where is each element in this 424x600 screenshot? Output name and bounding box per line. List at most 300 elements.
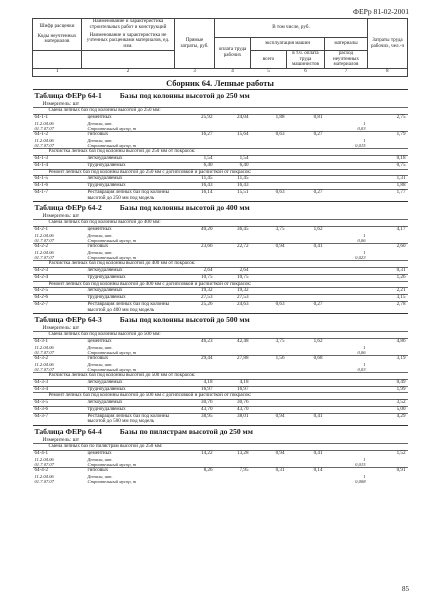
material-qty-cell xyxy=(325,274,368,281)
material-qty-cell xyxy=(325,288,368,295)
material-qty-cell xyxy=(325,338,368,355)
work-name: цементных xyxy=(87,114,112,121)
machines-total xyxy=(251,268,287,275)
table-name: Базы под колонны высотой до 500 мм xyxy=(119,315,250,325)
material-name: Детали, шт. xyxy=(87,456,113,462)
table-meter: Измеритель: шт xyxy=(42,325,80,332)
rate-code-cell xyxy=(33,189,82,202)
material-qty-cell xyxy=(325,132,368,149)
scope-text: Смена лепных баз под колонны высотой до 250 мм: xyxy=(33,108,408,115)
machinists-pay: 0,68 xyxy=(287,356,325,373)
machines-total: 3,75 xyxy=(251,226,287,243)
work-name: Реставрация лепных баз под колонны высотой до 500 мм под модель xyxy=(87,412,170,425)
rate-code-cell xyxy=(33,132,82,149)
rate-code: 64-3-1 xyxy=(34,337,49,344)
material-code: 01.7.07.07 xyxy=(34,478,55,484)
machines-total: 3,75 xyxy=(251,338,287,355)
machinists-pay: 1,62 xyxy=(287,226,325,243)
direct-costs: 27,53 xyxy=(175,295,215,302)
rate-code: 64-1-1 xyxy=(34,114,49,121)
table-row xyxy=(33,132,408,149)
work-name-cell xyxy=(82,450,175,467)
rate-code: 64-3-3 xyxy=(34,378,49,385)
column-number: 7 xyxy=(325,69,368,77)
header-machinists-pay: в т.ч. оплата труда машинистов xyxy=(287,50,325,68)
work-name: Реставрация лепных баз под колонны высотой до 250 мм под модель xyxy=(87,188,170,201)
table-code: Таблица ФЕРр 64-3 xyxy=(34,315,102,325)
table-row xyxy=(33,301,408,314)
machines-total: 0,63 xyxy=(251,301,287,314)
labor-hours: 1,99 xyxy=(368,386,408,393)
table-name: Базы под колонны высотой до 400 мм xyxy=(119,203,250,213)
machines-total: 0,94 xyxy=(251,450,287,467)
table-title-row xyxy=(33,314,408,325)
labor-pay: 19,32 xyxy=(215,288,251,295)
machines-total: 0,31 xyxy=(251,467,287,484)
scope-text: Смена лепных баз по пилястрам высотой до 250 мм: xyxy=(33,444,408,451)
work-name-cell xyxy=(82,244,175,261)
labor-pay: 7,95 xyxy=(215,467,251,484)
labor-pay: 30,76 xyxy=(215,400,251,407)
material-name: Строительный мусор, т xyxy=(87,478,137,484)
material-qty-cell xyxy=(325,400,368,407)
header-materials: материалы xyxy=(325,38,368,51)
column-number: 1 xyxy=(33,69,82,77)
labor-pay: 16,97 xyxy=(215,386,251,393)
rate-code: 64-3-2 xyxy=(34,355,49,362)
header-group: В том числе, руб. xyxy=(215,19,368,38)
work-name-cell xyxy=(82,413,175,426)
page-number: 85 xyxy=(402,585,409,593)
direct-costs: 16,14 xyxy=(175,189,215,202)
material-qty-cell xyxy=(325,189,368,202)
table-code: Таблица ФЕРр 64-4 xyxy=(34,427,102,437)
rate-code: 64-2-7 xyxy=(34,300,49,307)
direct-costs: 25,92 xyxy=(175,115,215,132)
table-title xyxy=(33,426,408,437)
material-qty: 1 xyxy=(363,249,366,255)
material-code: 01.7.07.07 xyxy=(34,461,55,467)
machinists-pay: 0,27 xyxy=(287,132,325,149)
material-qty-cell xyxy=(325,467,368,484)
labor-pay: 15,51 xyxy=(215,189,251,202)
table-title-row xyxy=(33,90,408,101)
table-title-row xyxy=(33,202,408,213)
material-name: Строительный мусор, т xyxy=(87,255,137,261)
rate-code: 64-3-7 xyxy=(34,412,49,419)
scope-text: Смена лепных баз под колонны высотой до 500 мм: xyxy=(33,332,408,339)
table-title xyxy=(33,314,408,325)
direct-costs: 2,64 xyxy=(175,268,215,275)
rate-code: 64-1-6 xyxy=(34,182,49,189)
machinists-pay xyxy=(287,400,325,407)
table-code: Таблица ФЕРр 64-1 xyxy=(34,91,102,101)
material-name: Строительный мусор, т xyxy=(87,461,137,467)
direct-costs: 19,32 xyxy=(175,288,215,295)
labor-pay: 24,04 xyxy=(215,115,251,132)
work-name: трудноудаляемых xyxy=(87,294,126,301)
work-name: легкоудаляемых xyxy=(87,267,123,274)
labor-pay: 2,64 xyxy=(215,268,251,275)
table-row xyxy=(33,356,408,373)
material-qty-cell xyxy=(325,386,368,393)
work-name: гипсовых xyxy=(87,243,109,250)
direct-costs: 14,22 xyxy=(175,450,215,467)
material-code: 01.7.07.07 xyxy=(34,237,55,243)
labor-hours: 4,29 xyxy=(368,413,408,426)
machinists-pay xyxy=(287,379,325,386)
table-name: Базы под колонны высотой до 250 мм xyxy=(119,91,250,101)
direct-costs: 29,44 xyxy=(175,356,215,373)
direct-costs: 16,43 xyxy=(175,183,215,190)
table-title xyxy=(33,90,408,101)
rate-code-cell xyxy=(33,413,82,426)
header-unaccounted-materials: расход неучтенных материалов xyxy=(325,50,368,68)
material-qty: 1 xyxy=(363,344,366,350)
machinists-pay: 0,27 xyxy=(287,189,325,202)
table-row xyxy=(33,413,408,426)
material-code: 11.2.04.06 xyxy=(34,344,54,350)
column-number: 4 xyxy=(215,69,251,77)
work-name: цементных xyxy=(87,337,112,344)
labor-pay: 13,28 xyxy=(215,450,251,467)
labor-hours: 5,00 xyxy=(368,406,408,413)
direct-costs: 6,40 xyxy=(175,162,215,169)
column-number: 2 xyxy=(82,69,175,77)
header-name-sub-label: Наименование и характеристика не учтенных расценками материалов, ед. изм. xyxy=(86,31,170,49)
material-qty: 1 xyxy=(363,473,366,479)
material-name: Детали, шт. xyxy=(87,344,113,350)
work-name: гипсовых xyxy=(87,355,109,362)
scope-text: Расчистка лепных баз под колонны высотой до 500 мм от покрасок: xyxy=(33,373,408,380)
machines-total xyxy=(251,379,287,386)
work-name: легкоудаляемых xyxy=(87,175,123,182)
machinists-pay xyxy=(287,176,325,183)
material-qty: 1 xyxy=(363,138,366,144)
machines-total: 1,56 xyxy=(251,356,287,373)
direct-costs: 1,54 xyxy=(175,156,215,163)
material-qty: 1 xyxy=(363,361,366,367)
machines-total: 1,88 xyxy=(251,115,287,132)
material-name: Детали, шт. xyxy=(87,361,113,367)
material-qty-cell xyxy=(325,356,368,373)
material-qty: 1 xyxy=(363,232,366,238)
table-meter: Измеритель: шт xyxy=(42,213,80,220)
rate-code: 64-1-7 xyxy=(34,188,49,195)
column-number: 6 xyxy=(287,69,325,77)
labor-hours: 2,21 xyxy=(368,288,408,295)
labor-pay: 16,43 xyxy=(215,183,251,190)
header-labor-pay: оплата труда рабочих xyxy=(215,38,251,69)
section-row xyxy=(33,77,408,90)
direct-costs: 8,26 xyxy=(175,467,215,484)
direct-costs: 4,18 xyxy=(175,379,215,386)
table-meter: Измеритель: шт xyxy=(42,101,80,108)
work-name: трудноудаляемых xyxy=(87,182,126,189)
labor-pay: 10,75 xyxy=(215,274,251,281)
material-code: 11.2.04.06 xyxy=(34,249,54,255)
labor-pay: 1,54 xyxy=(215,156,251,163)
material-qty-cell xyxy=(325,268,368,275)
direct-costs: 11,45 xyxy=(175,176,215,183)
material-code: 01.7.07.07 xyxy=(34,255,55,261)
work-name: трудноудаляемых xyxy=(87,405,126,412)
table-title xyxy=(33,202,408,213)
machines-total xyxy=(251,156,287,163)
machines-total xyxy=(251,288,287,295)
table-meter: Измеритель: шт xyxy=(42,436,80,443)
labor-pay: 38,01 xyxy=(215,413,251,426)
work-name: цементных xyxy=(87,225,112,232)
work-name: легкоудаляемых xyxy=(87,155,123,162)
labor-hours: 1,88 xyxy=(368,183,408,190)
machines-total xyxy=(251,162,287,169)
work-name-cell xyxy=(82,132,175,149)
work-name: трудноудаляемых xyxy=(87,273,126,280)
material-code: 01.7.07.07 xyxy=(34,366,55,372)
machinists-pay: 1,62 xyxy=(287,338,325,355)
direct-costs: 30,76 xyxy=(175,400,215,407)
material-code: 11.2.04.06 xyxy=(34,361,54,367)
rate-code: 64-3-5 xyxy=(34,399,49,406)
material-name: Строительный мусор, т xyxy=(87,143,137,149)
material-name: Строительный мусор, т xyxy=(87,349,137,355)
material-qty-cell xyxy=(325,413,368,426)
direct-costs: 43,70 xyxy=(175,406,215,413)
table-row xyxy=(33,189,408,202)
labor-hours: 0,49 xyxy=(368,379,408,386)
rate-code-cell xyxy=(33,244,82,261)
labor-pay: 6,40 xyxy=(215,162,251,169)
material-code: 01.7.07.07 xyxy=(34,125,55,131)
work-name-cell xyxy=(82,356,175,373)
material-qty: 1 xyxy=(363,120,366,126)
labor-hours: 2,60 xyxy=(368,244,408,261)
direct-costs: 16,97 xyxy=(175,386,215,393)
labor-hours: 3,52 xyxy=(368,400,408,407)
machinists-pay: 0,41 xyxy=(287,244,325,261)
header-code xyxy=(33,19,82,51)
labor-hours: 1,52 xyxy=(368,450,408,467)
material-code: 11.2.04.06 xyxy=(34,120,54,126)
work-name-cell xyxy=(82,226,175,243)
material-code: 11.2.04.06 xyxy=(34,137,54,143)
direct-costs: 10,75 xyxy=(175,274,215,281)
work-name: гипсовых xyxy=(87,131,109,138)
rate-code-cell xyxy=(33,467,82,484)
labor-hours: 0,75 xyxy=(368,162,408,169)
material-qty: 0,06 xyxy=(357,349,366,355)
document-code: ФЕРр 81-02-2001 xyxy=(353,7,409,16)
work-name-cell xyxy=(82,115,175,132)
labor-hours: 3,19 xyxy=(368,356,408,373)
table-row xyxy=(33,244,408,261)
material-name: Строительный мусор, т xyxy=(87,237,137,243)
material-qty: 0,008 xyxy=(355,478,366,484)
rate-code: 64-2-2 xyxy=(34,243,49,250)
direct-costs: 16,27 xyxy=(175,132,215,149)
header-name xyxy=(82,19,175,51)
labor-hours: 0,31 xyxy=(368,268,408,275)
rate-code: 64-1-3 xyxy=(34,155,49,162)
material-qty-cell xyxy=(325,162,368,169)
machines-total: 0,94 xyxy=(251,413,287,426)
table-body xyxy=(33,90,408,484)
labor-hours: 2,75 xyxy=(368,115,408,132)
direct-costs: 23,66 xyxy=(175,244,215,261)
labor-pay: 11,45 xyxy=(215,176,251,183)
work-name-cell xyxy=(82,467,175,484)
rate-code-cell xyxy=(33,338,82,355)
table-row xyxy=(33,450,408,467)
labor-pay: 4,18 xyxy=(215,379,251,386)
machines-total xyxy=(251,274,287,281)
header-machines: эксплуатация машин xyxy=(251,38,325,51)
material-qty-cell xyxy=(325,244,368,261)
machines-total xyxy=(251,386,287,393)
rate-code: 64-3-6 xyxy=(34,405,49,412)
labor-hours: 1,31 xyxy=(368,176,408,183)
material-qty-cell xyxy=(325,156,368,163)
material-qty: 0,015 xyxy=(355,143,366,149)
direct-costs: 25,26 xyxy=(175,301,215,314)
rate-code-cell xyxy=(33,356,82,373)
table-row xyxy=(33,115,408,132)
material-qty: 0,06 xyxy=(357,237,366,243)
material-qty-cell xyxy=(325,183,368,190)
header-machines-total: всего xyxy=(251,50,287,68)
labor-hours: 1,26 xyxy=(368,274,408,281)
direct-costs: 46,23 xyxy=(175,338,215,355)
labor-pay: 22,72 xyxy=(215,244,251,261)
material-code: 01.7.07.07 xyxy=(34,143,55,149)
labor-pay: 36,45 xyxy=(215,226,251,243)
scope-text: Ремонт лепных баз под колонны высотой до 500 мм с догипсовкой и расчисткой от покрасок: xyxy=(33,393,408,400)
labor-pay: 27,88 xyxy=(215,356,251,373)
material-qty-cell xyxy=(325,226,368,243)
material-qty-cell xyxy=(325,450,368,467)
labor-pay: 27,53 xyxy=(215,295,251,302)
labor-pay: 24,63 xyxy=(215,301,251,314)
work-name-cell xyxy=(82,338,175,355)
material-qty: 0,015 xyxy=(355,461,366,467)
machinists-pay xyxy=(287,162,325,169)
labor-hours: 3,15 xyxy=(368,295,408,302)
material-name: Строительный мусор, т xyxy=(87,366,137,372)
machines-total xyxy=(251,176,287,183)
scope-text: Ремонт лепных баз под колонны высотой до 250 мм с догипсовкой и расчисткой от покрасок: xyxy=(33,169,408,176)
direct-costs: 38,95 xyxy=(175,413,215,426)
header-direct-costs: Прямые затраты, руб. xyxy=(175,19,215,69)
header-code-sub-label: Коды неучтенных материалов xyxy=(37,32,77,45)
material-qty-cell xyxy=(325,295,368,302)
material-qty: 0,03 xyxy=(357,126,366,132)
work-name-cell xyxy=(82,189,175,202)
machinists-pay xyxy=(287,156,325,163)
scope-text: Расчистка лепных баз под колонны высотой до 400 мм от покрасок: xyxy=(33,261,408,268)
rate-code: 64-3-4 xyxy=(34,385,49,392)
material-qty-cell xyxy=(325,176,368,183)
rate-code: 64-4-1 xyxy=(34,449,49,456)
header-labor-hours: Затраты труда рабочих, чел.-ч xyxy=(368,19,408,69)
rates-table xyxy=(32,18,408,484)
work-name: легкоудаляемых xyxy=(87,287,123,294)
rate-code: 64-2-5 xyxy=(34,287,49,294)
column-numbers-row xyxy=(33,69,408,77)
work-name: легкоудаляемых xyxy=(87,399,123,406)
material-name: Детали, шт. xyxy=(87,249,113,255)
material-name: Детали, шт. xyxy=(87,232,113,238)
labor-hours: 1,79 xyxy=(368,132,408,149)
machinists-pay: 0,81 xyxy=(287,115,325,132)
column-number: 5 xyxy=(251,69,287,77)
machines-total xyxy=(251,400,287,407)
rate-code: 64-1-5 xyxy=(34,175,49,182)
section-title: Сборник 64. Лепные работы xyxy=(166,79,274,88)
material-qty-cell xyxy=(325,379,368,386)
labor-pay: 42,48 xyxy=(215,338,251,355)
table-header xyxy=(33,19,408,90)
table-row xyxy=(33,467,408,484)
material-qty: 0,03 xyxy=(357,367,366,373)
material-name: Детали, шт. xyxy=(87,473,113,479)
material-qty-cell xyxy=(325,115,368,132)
table-row xyxy=(33,226,408,243)
machinists-pay: 0,27 xyxy=(287,301,325,314)
rate-code-cell xyxy=(33,301,82,314)
labor-pay: 43,70 xyxy=(215,406,251,413)
material-code: 11.2.04.06 xyxy=(34,456,54,462)
rate-code-cell xyxy=(33,450,82,467)
work-name: цементных xyxy=(87,449,112,456)
scope-text: Смена лепных баз под колонны высотой до 400 мм: xyxy=(33,220,408,227)
machines-total: 0,94 xyxy=(251,244,287,261)
rate-code-cell xyxy=(33,115,82,132)
material-qty-cell xyxy=(325,406,368,413)
table-name: Базы по пилястрам высотой до 250 мм xyxy=(119,427,253,437)
table-title-row xyxy=(33,426,408,437)
labor-hours: 1,77 xyxy=(368,189,408,202)
work-name-cell xyxy=(82,301,175,314)
table-code: Таблица ФЕРр 64-2 xyxy=(34,203,102,213)
rate-code: 64-2-3 xyxy=(34,267,49,274)
direct-costs: 40,20 xyxy=(175,226,215,243)
machines-total: 0,63 xyxy=(251,189,287,202)
rate-code: 64-1-4 xyxy=(34,161,49,168)
machinists-pay: 0,41 xyxy=(287,413,325,426)
rate-code: 64-1-2 xyxy=(34,131,49,138)
work-name: Реставрация лепных баз под колонны высотой до 400 мм под модель xyxy=(87,300,170,313)
rate-code: 64-2-6 xyxy=(34,294,49,301)
material-qty: 1 xyxy=(363,456,366,462)
machinists-pay xyxy=(287,386,325,393)
machinists-pay: 0,14 xyxy=(287,467,325,484)
material-name: Детали, шт. xyxy=(87,120,113,126)
material-code: 11.2.04.06 xyxy=(34,232,54,238)
work-name: легкоудаляемых xyxy=(87,378,123,385)
labor-hours: 2,78 xyxy=(368,301,408,314)
rate-code-cell xyxy=(33,226,82,243)
labor-pay: 15,64 xyxy=(215,132,251,149)
header-name-label: Наименование и характеристика строительных работ и конструкций xyxy=(89,18,167,30)
machinists-pay xyxy=(287,288,325,295)
labor-hours: 4,17 xyxy=(368,226,408,243)
material-code: 01.7.07.07 xyxy=(34,349,55,355)
rate-code: 64-2-4 xyxy=(34,273,49,280)
column-number: 8 xyxy=(368,69,408,77)
header-code-label: Шифр расценки xyxy=(39,22,75,29)
rate-code: 64-2-1 xyxy=(34,225,49,232)
